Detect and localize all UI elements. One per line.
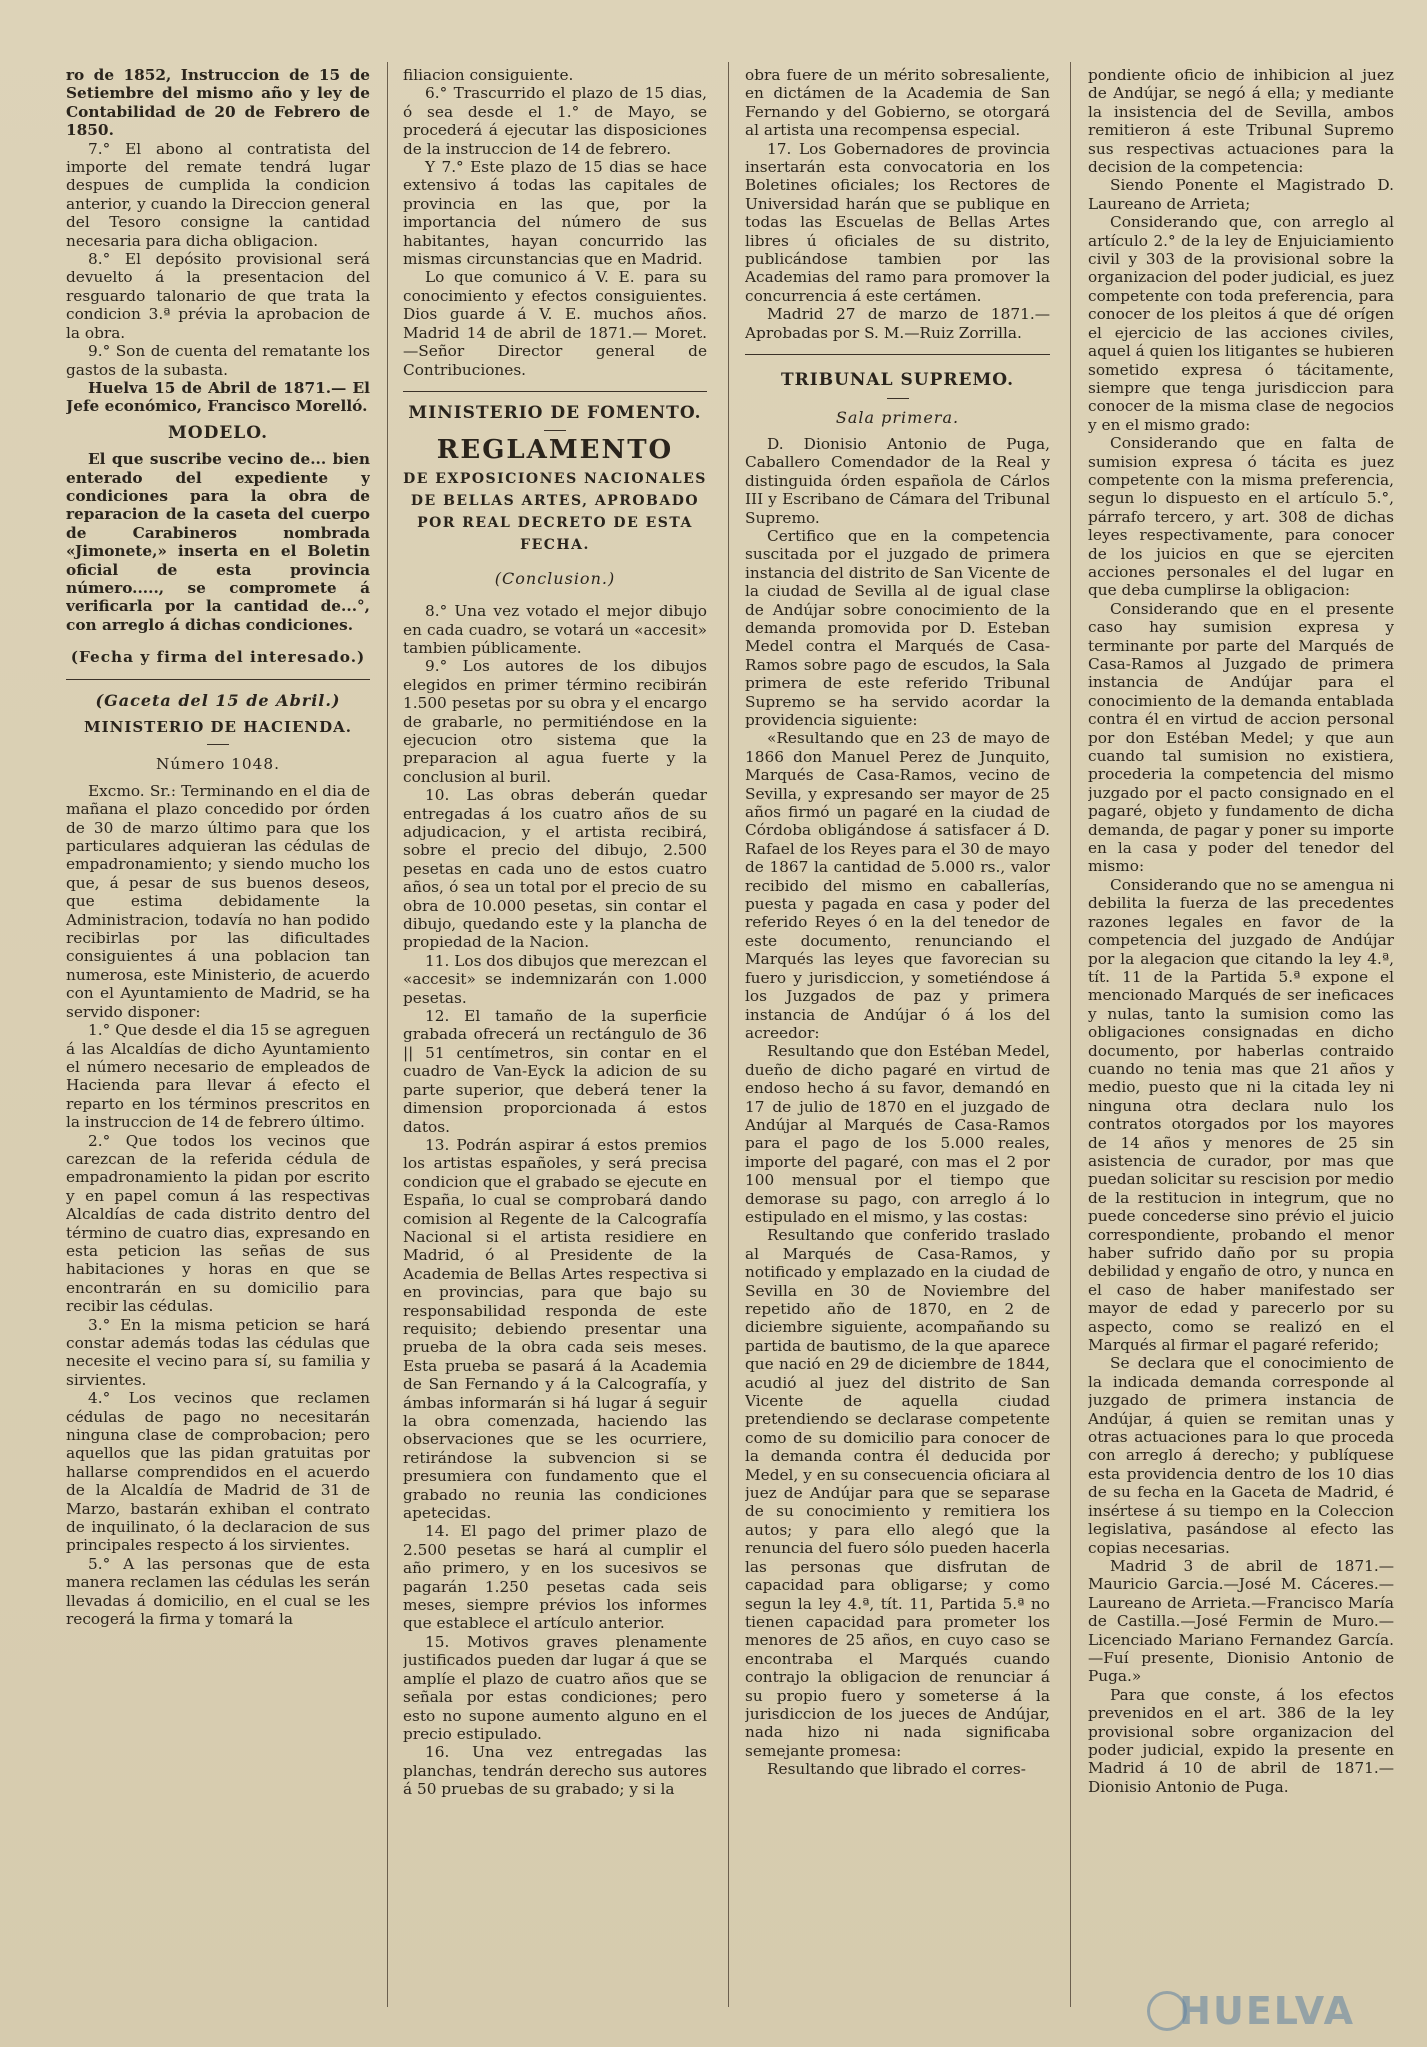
paragraph: Siendo Ponente el Magistrado D. Laureano de Arrieta;: [1088, 176, 1394, 213]
paragraph: «Resultando que en 23 de mayo de 1866 don Manuel Perez de Junquito, Marqués de Casa-Ramos, vecino de Sevilla, y expresando ser mayor de 25 años firmó un pagaré en la ciudad de Córdoba obligándose á satisfacer á D. Rafael de los Reyes para el 30 de mayo de 1867 la cantidad de 5.000 rs., valor recibido del mismo en caballerías, puesta y pagada en casa y poder del referido Reyes ó en la del tenedor de este documento, renunciando el Marqués las leyes que favorecian su fuero y jurisdiccion, y sometiéndose á los Juzgados de paz y primera instancia de Andújar ó á los del acreedor:: [745, 729, 1050, 1042]
article: 16. Una vez entregadas las planchas, tendrán derecho sus autores á 50 pruebas de su grabado; y si la: [403, 1743, 707, 1799]
paragraph: D. Dionisio Antonio de Puga, Caballero Comendador de la Real y distinguida órden española de Cárlos III y Escribano de Cámara del Tribunal Supremo.: [745, 434, 1050, 527]
paragraph: Considerando que no se amengua ni debilita la fuerza de las precedentes razones legales en favor de la competencia del juzgado de Andújar por la alegacion que citando la ley 4.ª, tít. 11 de la Partida 5.ª expone el mencionado Marqués de ser ineficaces y nulas, tanto la sumision como las obligaciones consignadas en dicho documento, por haberlas contraido cuando no tenia mas que 21 años y medio, puesto que ni la citada ley ni ninguna otra declara nulo los contratos otorgados por los mayores de 14 años y menores de 25 sin asistencia de curador, por mas que puedan solicitar su rescision por medio de la restitucion in integrum, que no puede concederse sino prévio el juicio correspondiente, probando el menor haber sufrido daño por su propia debilidad y engaño de otro, y nunca en el caso de haber manifestado ser mayor de edad y parecerlo por su aspecto, como se realizó en el Marqués al firmar el pagaré referido;: [1088, 875, 1394, 1355]
paragraph: 3.° En la misma peticion se hará constar además todas las cédulas que necesite el vecino para sí, su familia y sirvientes.: [66, 1315, 370, 1389]
paragraph: Y 7.° Este plazo de 15 dias se hace extensivo á todas las capitales de provincia en las que, por la importancia del número de sus habitantes, hayan concurrido las mismas circunstancias que en Madrid.: [403, 158, 707, 269]
sala-label: Sala primera.: [835, 407, 960, 427]
short-rule: [207, 744, 229, 745]
column-3: [745, 66, 1050, 2017]
court-heading: TRIBUNAL SUPREMO.: [780, 370, 1015, 391]
paragraph: Resultando que don Estéban Medel, dueño de dicho pagaré en virtud de endoso hecho á su favor, demandó en 17 de julio de 1870 en el juzgado de Andújar al Marqués de Casa-Ramos para el pago de los 5.000 reales, importe del pagaré, con mas el 2 por 100 mensual por el tiempo que demorase su pago, con arreglo á lo estipulado en el mismo, y las costas:: [745, 1042, 1050, 1226]
ministry-heading: MINISTERIO DE HACIENDA.: [84, 718, 352, 736]
paragraph: Se declara que el conocimiento de la indicada demanda corresponde al juzgado de primera instancia de Andújar, á quien se remitan unas y otras actuaciones para lo que proceda con arreglo á derecho; y publíquese esta providencia dentro de los 10 dias de su fecha en la Gaceta de Madrid, é insértese á su tiempo en la Coleccion legislativa, pasándose al efecto las copias necesarias.: [1088, 1354, 1394, 1557]
ministry-heading: MINISTERIO DE FOMENTO.: [408, 402, 702, 423]
paragraph: Madrid 3 de abril de 1871.—Mauricio Garcia.—José M. Cáceres.— Laureano de Arrieta.—Francisco María de Castilla.—José Fermin de Muro.—Licenciado Mariano Fernandez García.—Fuí presente, Dionisio Antonio de Puga.»: [1088, 1556, 1394, 1686]
short-rule: [544, 430, 566, 431]
paragraph: Madrid 27 de marzo de 1871.— Aprobadas por S. M.—Ruiz Zorrilla.: [745, 305, 1050, 342]
paragraph: obra fuere de un mérito sobresaliente, en dictámen de la Academia de San Fernando y del Gobierno, se otorgará al artista una recompensa especial.: [745, 66, 1050, 140]
paragraph: Certifico que en la competencia suscitada por el juzgado de primera instancia del distrito de San Vicente de la ciudad de Sevilla al de igual clase de Andújar sobre conocimiento de la demanda promovida por D. Esteban Medel contra el Marqués de Casa-Ramos sobre pago de escudos, la Sala primera de este referido Tribunal Supremo se ha servido acordar la providencia siguiente:: [745, 526, 1050, 729]
paragraph: Resultando que conferido traslado al Marqués de Casa-Ramos, y notificado y emplazado en la ciudad de Sevilla en 30 de Noviembre del repetido año de 1870, en 2 de diciembre siguiente, acompañando su partida de bautismo, de la que aparece que nació en 29 de diciembre de 1844, acudió al juez del distrito de San Vicente de aquella ciudad pretendiendo se declarase competente como de su domicilio para conocer de la demanda contra él deducida por Medel, y en su consecuencia oficiara al juez de Andújar para que se separase de su conocimiento y remitiera los autos; y para ello alegó que la renuncia del fuero sólo pueden hacerla las personas que disfrutan de capacidad para obligarse; y como segun la ley 4.ª, tít. 11, Partida 5.ª no tienen capacidad para prometer los menores de 25 años, en cuyo caso se encontraba el Marqués cuando contrajo la obligacion de renunciar á su propio fuero y someterse á la jurisdiccion de los jueces de Andújar, nada hizo ni nada significaba semejante promesa:: [745, 1226, 1050, 1760]
model-heading: MODELO.: [167, 422, 268, 443]
paragraph: Para que conste, á los efectos prevenidos en el art. 386 de la ley provisional sobre organizacion del poder judicial, expido la presente en Madrid á 10 de abril de 1871.—Dionisio Antonio de Puga.: [1088, 1685, 1394, 1796]
signature-note: (Fecha y firma del interesado.): [70, 648, 366, 667]
article: 8.° Una vez votado el mejor dibujo en cada cuadro, se votará un «accesit» tambien públicamente.: [403, 602, 707, 657]
paragraph: Considerando que en falta de sumision expresa ó tácita es juez competente con la misma preferencia, segun lo dispuesto en el artículo 5.°, párrafo tercero, y art. 308 de dichas leyes respectivamente, para conocer de los juicios en que se ejerciten acciones personales el del lugar en que deba cumplirse la obligacion:: [1088, 434, 1394, 600]
paragraph: pondiente oficio de inhibicion al juez de Andújar, se negó á ella; y mediante la insistencia del de Sevilla, ambos remitieron á este Tribunal Supremo sus respectivas actuaciones para la decision de la competencia:: [1088, 66, 1394, 177]
paragraph: 9.° Son de cuenta del rematante los gastos de la subasta.: [66, 342, 370, 379]
watermark: HUELVA: [1179, 1989, 1355, 2033]
article: 9.° Los autores de los dibujos elegidos en primer término recibirán 1.500 pesetas por su obra y el encargo de grabarle, no permitiéndose en la ejecucion otro sistema que la preparacion al agua fuerte y la conclusion al buril.: [403, 657, 707, 786]
paragraph: 1.° Que desde el dia 15 se agreguen á las Alcaldías de dicho Ayuntamiento el número necesario de empleados de Hacienda para llevar á efecto el reparto en los términos prescritos en la instruccion de 14 de febrero último.: [66, 1021, 370, 1132]
paragraph: Excmo. Sr.: Terminando en el dia de mañana el plazo concedido por órden de 30 de marzo último para que los particulares adquieran las cédulas de empadronamiento; y siendo mucho los que, á pesar de sus buenos deseos, que estima debidamente la Administracion, todavía no han podido recibirlas por las dificultades consiguientes á una poblacion tan numerosa, este Ministerio, de acuerdo con el Ayuntamiento de Madrid, se ha servido disponer:: [66, 781, 370, 1021]
paragraph: 7.° El abono al contratista del importe del remate tendrá lugar despues de cumplida la condicion anterior, y cuando la Direccion general del Tesoro consigne la cantidad necesaria para dicha obligacion.: [66, 139, 370, 250]
column-divider: [728, 62, 729, 2007]
paragraph: Resultando que librado el corres-: [767, 1760, 1026, 1779]
article: 10. Las obras deberán quedar entregadas á los cuatro años de su adjudicacion, y el artista recibirá, sobre el precio del dibujo, 2.500 pesetas en cada uno de estos cuatro años, ó sea un total por el precio de su obra de 10.000 pesetas, sin contar el dibujo, quedando este y la plancha de propiedad de la Nacion.: [403, 786, 707, 952]
column-divider: [1070, 62, 1071, 2007]
paragraph: 8.° El depósito provisional será devuelto á la presentacion del resguardo talonario de que trata la condicion 3.ª prévia la aprobacion de la obra.: [66, 250, 370, 342]
column-2: [403, 66, 707, 2017]
paragraph: 4.° Los vecinos que reclamen cédulas de pago no necesitarán ninguna clase de comprobacion; pero aquellos que las pidan gratuitas por hallarse comprendidos en el acuerdo de la Alcaldía de Madrid de 31 de Marzo, bastarán exhiban el contrato de inquilinato, ó la declaracion de sus principales respecto á los sirvientes.: [66, 1389, 370, 1555]
column-divider: [387, 62, 388, 2007]
article: 11. Los dos dibujos que merezcan el «accesit» se indemnizarán con 1.000 pesetas.: [403, 951, 707, 1007]
paragraph: ro de 1852, Instruccion de 15 de Setiembre del mismo año y ley de Contabilidad de 20 de Febrero de 1850.: [66, 66, 370, 140]
model-text: El que suscribe vecino de... bien enterado del expediente y condiciones para la obra de reparacion de la caseta del cuerpo de Carabineros nombrada «Jimonete,» inserta en el Boletin oficial de esta provincia número....., se compromete á verificarla por la cantidad de...°, con arreglo á dichas condiciones.: [66, 450, 370, 634]
paragraph: Considerando que en el presente caso hay sumision expresa y terminante por parte del Marqués de Casa-Ramos al Juzgado de primera instancia de Andújar para el conocimiento de la demanda entablada contra él en virtud de accion personal por don Estéban Medel; y que aun cuando tal sumision no existiera, procederia la competencia del mismo juzgado por el pacto consignado en el pagaré, objeto y fundamento de dicha demanda, de pagar y poner su importe en la casa y poder del tenedor del mismo:: [1088, 599, 1394, 876]
article: 13. Podrán aspirar á estos premios los artistas españoles, y será precisa condicion que el grabado se ejecute en España, lo cual se comprobará dando comision al Regente de la Calcografía Nacional si el artista residiere en Madrid, ó al Presidente de la Academia de Bellas Artes respectiva si en provincias, para que bajo su responsabilidad responda de este requisito; debiendo presentar una prueba de la obra cada seis meses. Esta prueba se pasará á la Academia de San Fernando y á la Calcografía, y ámbas informarán si há lugar á seguir la obra comenzada, haciendo las observaciones que se les ocurriere, retirándose la subvencion si se presumiera con fundamento que el grabado no reunia las condiciones apetecidas.: [403, 1135, 707, 1523]
article: 12. El tamaño de la superficie grabada ofrecerá un rectángulo de 36 || 51 centímetros, sin contar en el cuadro de Van-Eyck la adicion de su parte superior, que deberá tener la dimension proporcionada á estos datos.: [403, 1007, 707, 1136]
paragraph: Considerando que, con arreglo al artículo 2.° de la ley de Enjuiciamiento civil y 303 de la provisional sobre la organizacion del poder judicial, es juez competente con toda preferencia, para conocer de los pleitos á que dé orígen el ejercicio de las acciones civiles, aquel á quien los litigantes se hubieren sometido expresa ó tácitamente, siempre que tenga jurisdiccion para conocer de la misma clase de negocios y en el mismo grado:: [1088, 213, 1394, 434]
reglamento-subtitle: DE EXPOSICIONES NACIONALES DE BELLAS ARTES, APROBADO POR REAL DECRETO DE ESTA FECHA.: [403, 470, 707, 553]
article: 15. Motivos graves plenamente justificados pueden dar lugar á que se amplíe el plazo de cuatro años que se señala por estas condiciones; pero esto no supone aumento alguno en el precio estipulado.: [403, 1632, 707, 1743]
paragraph: Huelva 15 de Abril de 1871.— El Jefe económico, Francisco Morelló.: [66, 378, 370, 416]
column-1: [66, 66, 370, 2017]
paragraph: 5.° A las personas que de esta manera reclamen las cédulas les serán llevadas á domicilio, en el cual se les recogerá la firma y tomará la: [66, 1554, 370, 1629]
paragraph: 17. Los Gobernadores de provincia insertarán esta convocatoria en los Boletines oficiales; los Rectores de Universidad harán que se publique en todas las Escuelas de Bellas Artes libres ú oficiales de su distrito, publicándose tambien por las Academias del ramo para promover la concurrencia á este certámen.: [745, 139, 1050, 305]
reglamento-title: REGLAMENTO: [436, 435, 674, 466]
paragraph: 2.° Que todos los vecinos que carezcan de la referida cédula de empadronamiento la pidan por escrito y en papel comun á las respectivas Alcaldías de cada distrito dentro del término de cuatro dias, expresando en esta peticion las señas de sus habitaciones y horas en que se encontrarán en su domicilio para recibir las cédulas.: [66, 1131, 370, 1316]
order-number: Número 1048.: [156, 755, 280, 774]
paragraph: filiacion consiguiente.: [403, 66, 574, 84]
section-rule: [403, 391, 707, 392]
gazette-date: (Gaceta del 15 de Abril.): [95, 690, 341, 710]
paragraph: 6.° Trascurrido el plazo de 15 dias, ó sea desde el 1.° de Mayo, se procederá á ejecutar las disposiciones de la instruccion de 14 de febrero.: [403, 84, 707, 158]
column-4: [1088, 66, 1394, 2017]
paragraph: Lo que comunico á V. E. para su conocimiento y efectos consiguientes. Dios guarde á V. E. muchos años. Madrid 14 de abril de 1871.— Moret.—Señor Director general de Contribuciones.: [403, 268, 707, 379]
article: 14. El pago del primer plazo de 2.500 pesetas se hará al cumplir el año primero, y en los sucesivos se pagarán 1.250 pesetas cada seis meses, siempre prévios los informes que establece el artículo anterior.: [403, 1522, 707, 1633]
section-rule: [66, 679, 370, 680]
section-rule: [745, 354, 1050, 355]
short-rule: [887, 398, 909, 399]
conclusion-label: (Conclusion.): [494, 568, 616, 588]
